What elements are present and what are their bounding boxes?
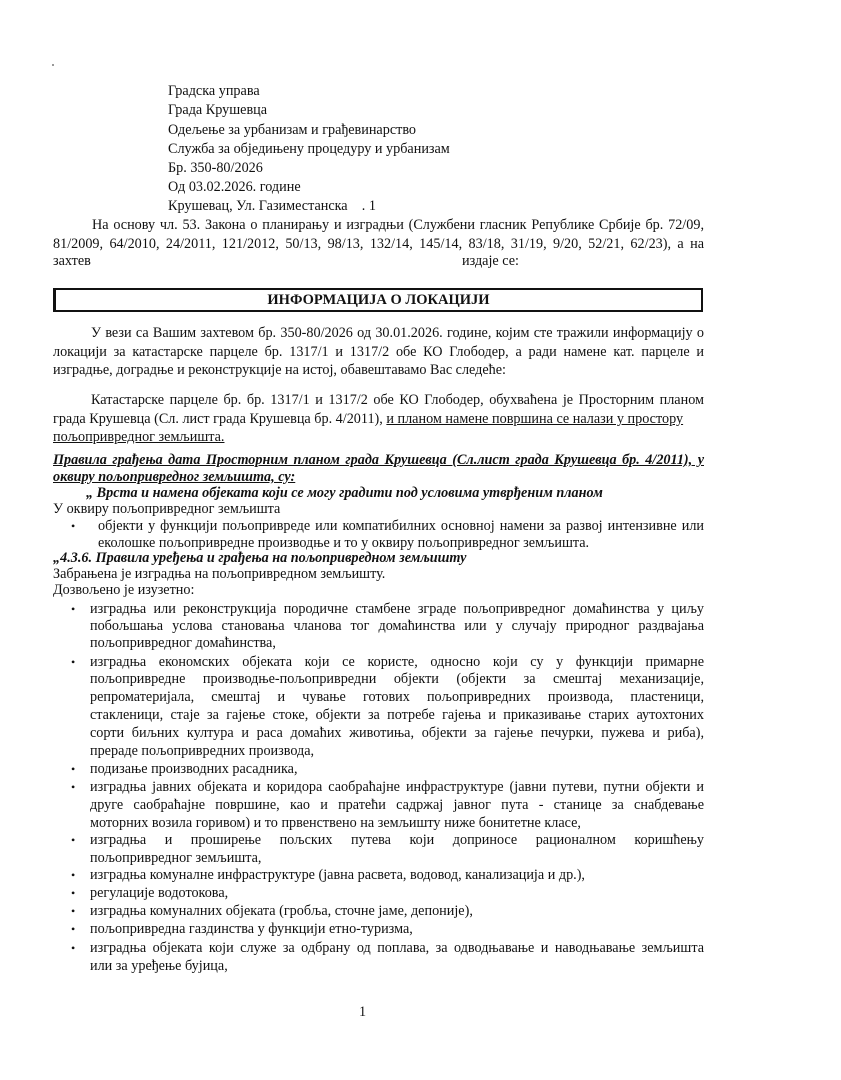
list-item-text: сорти биљних култура и раса домаћих животиња, објекти за гајење печурки, пужева и риба), (90, 725, 704, 741)
bullet-icon: • (71, 941, 76, 955)
paragraph-line: У вези са Вашим захтевом бр. 350-80/2026 од 30.01.2026. године, којим сте тражили информацију о (91, 325, 704, 341)
page-number: 1 (359, 1004, 367, 1020)
paragraph-line (53, 410, 683, 428)
rules-heading-line: Правила грађења дата Просторним планом града Крушевца (Сл.лист града Крушевца бр. 4/2011), у (53, 452, 704, 468)
list-item-text: пољопривредног земљишта, (90, 850, 262, 866)
header-line: Служба за обједињену процедуру и урбанизам (168, 141, 450, 157)
list-item-text: пољопривредног домаћинства, (90, 635, 276, 651)
list-item-text: изградња или реконструкција породичне стамбене зграде пољопривредног домаћинства у циљу (90, 601, 704, 617)
paragraph-line: Катастарске парцеле бр. бр. 1317/1 и 1317/2 обе КО Глободер, обухваћена је Просторним планом (91, 392, 704, 408)
list-item-text: друге саобраћајне површине, као и пратећи садржај јавног пута - станице за снабдевање (90, 797, 704, 813)
list-item-text: пољопривредне производње-пољопривредни објекти (објекти за смештај механизације, (90, 671, 704, 687)
bullet-text: објекти у функцији пољопривреде или компатибилних основној намени за развој интензивне или (98, 518, 704, 534)
list-item-text: стакленици, стаје за гајење стоке, објекти за потребе гајења и приказивање старих аутохтоних (90, 707, 704, 723)
header-line: Одељење за урбанизам и грађевинарство (168, 122, 417, 138)
bullet-icon: • (71, 886, 76, 900)
bullet-icon: • (71, 762, 76, 776)
list-item-text: изградња економских објеката који се користе, односно који су у функцији примарне (90, 654, 704, 670)
list-item-text: изградња и проширење пољских путева који доприносе рационалном коришћењу (90, 832, 704, 848)
list-item-text: изградња јавних објеката и коридора саобраћајне инфраструктуре (јавни путеви, путни објекти и (90, 779, 704, 795)
list-item-text: пољопривредна газдинства у функцији етно-туризма, (90, 921, 413, 937)
header-line: Крушевац, Ул. Газиместанска . 1 (168, 198, 376, 214)
scan-speck (52, 64, 54, 66)
section-text: Дозвољено је изузетно: (53, 582, 195, 598)
rules-heading-line: оквиру пољопривредног земљишта, су: (53, 469, 296, 485)
bullet-icon: • (71, 519, 76, 533)
list-item-text: изградња комуналних објеката (гробља, сточне јаме, депоније), (90, 903, 473, 919)
intro-line: На основу чл. 53. Закона о планирању и изградњи (Службени гласник Републике Србије бр. 72/09, (92, 217, 704, 233)
paragraph-line: локацији за катастарске парцеле бр. 1317/1 и 1317/2 обе КО Глободер, а ради намене кат. парцеле и (53, 344, 704, 360)
bullet-icon: • (71, 904, 76, 918)
bullet-icon: • (71, 655, 76, 669)
intro-line: захтев (53, 253, 91, 269)
list-item-text: репроматеријала, смештај и чување готових пољопривредних производа, пластеници, (90, 689, 704, 705)
header-line: Градска управа (168, 83, 260, 99)
header-line: Од 03.02.2026. године (168, 179, 301, 195)
list-item-text: побољшања услова становања чланова тог домаћинства или у случају природног раздвајања (90, 618, 704, 634)
intro-line: издаје се: (462, 253, 519, 269)
header-line: Града Крушевца (168, 102, 268, 118)
section-heading: „ Врста и намена објеката који се могу градити под условима утврђеним планом (86, 485, 603, 501)
section-intro: У оквиру пољопривредног земљишта (53, 501, 281, 517)
document-title: ИНФОРМАЦИЈА О ЛОКАЦИЈИ (53, 288, 703, 312)
section-heading: „4.3.6. Правила уређења и грађења на пољопривредном земљишту (53, 550, 467, 566)
bullet-icon: • (71, 780, 76, 794)
bullet-text: еколошке пољопривредне производње и то у оквиру пољопривредног земљишта. (98, 535, 590, 551)
plan-zone-text: пољопривредног земљишта. (53, 429, 225, 445)
plan-reference: града Крушевца (Сл. лист града Крушевца бр. 4/2011), (53, 411, 387, 427)
list-item-text: изградња објеката који служе за одбрану од поплава, за одводњавање и наводњавање земљишта (90, 940, 704, 956)
plan-zone-text: и планом намене површина се налази у простору (386, 411, 684, 427)
list-item-text: моторних возила горивом) и то првенствено на земљишту ниже бонитетне класе, (90, 815, 581, 831)
section-text: Забрањена је изградња на пољопривредном земљишту. (53, 566, 386, 582)
bullet-icon: • (71, 922, 76, 936)
bullet-icon: • (71, 602, 76, 616)
paragraph-line: изградње, доградње и реконструкције на истој, обавештавамо Вас следеће: (53, 362, 506, 378)
list-item-text: изградња комуналне инфраструктуре (јавна расвета, водовод, канализација и др.), (90, 867, 585, 883)
bullet-icon: • (71, 868, 76, 882)
list-item-text: регулације водотокова, (90, 885, 229, 901)
list-item-text: или за уређење бујица, (90, 958, 228, 974)
intro-line: 81/2009, 64/2010, 24/2011, 121/2012, 50/13, 98/13, 132/14, 145/14, 83/18, 31/19, 9/20, 52/21, 62/23), а на (53, 236, 704, 252)
list-item-text: подизање производних расадника, (90, 761, 298, 777)
list-item-text: прераде пољопривредних производа, (90, 743, 315, 759)
bullet-icon: • (71, 833, 76, 847)
header-line: Бр. 350-80/2026 (168, 160, 263, 176)
